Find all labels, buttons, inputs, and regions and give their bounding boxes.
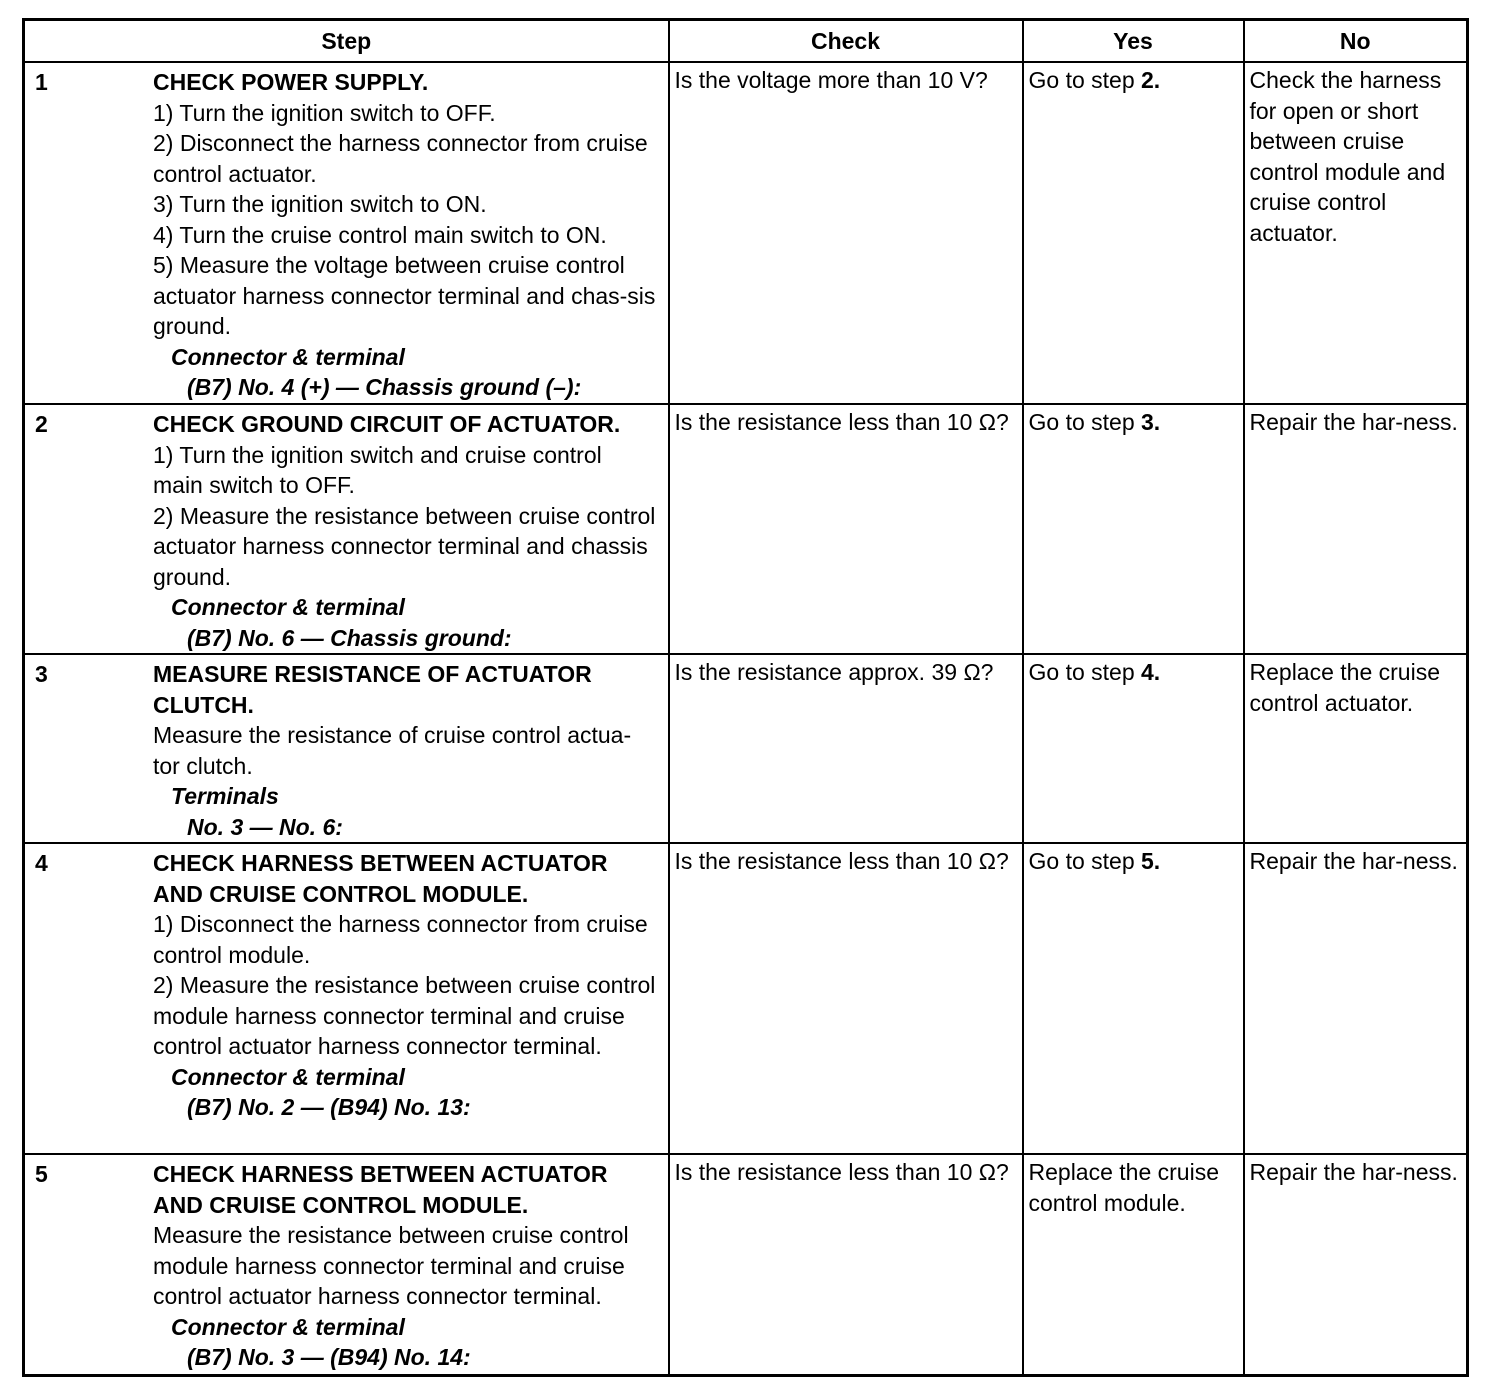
step-instruction: Measure the resistance between cruise control module harness connector terminal and cruise control actuator harness connector terminal. [153, 1222, 629, 1309]
step-number: 4 [35, 850, 48, 876]
step-instruction: 4) Turn the cruise control main switch to ON. [153, 221, 607, 248]
check-cell: Is the resistance less than 10 Ω? [669, 1154, 1023, 1375]
step-body [153, 1157, 663, 1373]
no-cell: Check the harness for open or short between cruise control module and cruise control actuator. [1244, 62, 1468, 404]
step-body [153, 65, 663, 403]
step-cell [24, 62, 669, 404]
yes-step-ref: 5. [1141, 848, 1161, 874]
step-cell [24, 404, 669, 654]
step-number: 5 [35, 1161, 48, 1187]
yes-cell [1023, 1154, 1244, 1375]
step-instruction: 2) Measure the resistance between cruise control actuator harness connector terminal and chassis ground. [153, 502, 656, 590]
step-instruction: Measure the resistance of cruise control actua-tor clutch. [153, 722, 632, 779]
check-cell: Is the resistance less than 10 Ω? [669, 843, 1023, 1154]
connector-detail: (B7) No. 6 — Chassis ground: [187, 624, 512, 651]
no-cell: Repair the har-ness. [1244, 1154, 1468, 1375]
connector-detail: No. 3 — No. 6: [187, 813, 343, 840]
check-cell: Is the resistance less than 10 Ω? [669, 404, 1023, 654]
table-row [24, 62, 1468, 404]
step-instruction: 1) Turn the ignition switch to OFF. [153, 99, 496, 126]
header-check: Check [669, 20, 1023, 63]
step-title: CHECK POWER SUPPLY. [153, 69, 429, 95]
table-row [24, 404, 1468, 654]
step-body [153, 846, 663, 1123]
table-row [24, 1154, 1468, 1375]
header-yes: Yes [1023, 20, 1244, 63]
step-number: 2 [35, 411, 48, 437]
yes-cell [1023, 654, 1244, 843]
step-instruction: 3) Turn the ignition switch to ON. [153, 191, 487, 217]
connector-label: Connector & terminal [171, 343, 405, 370]
step-title: CHECK HARNESS BETWEEN ACTUATOR AND CRUISE CONTROL MODULE. [153, 850, 608, 907]
step-number: 3 [35, 661, 48, 687]
step-body [153, 657, 663, 842]
connector-detail: (B7) No. 4 (+) — Chassis ground (–): [187, 374, 582, 400]
connector-label: Connector & terminal [171, 1313, 405, 1340]
yes-text: Go to step [1028, 67, 1142, 93]
step-title: CHECK HARNESS BETWEEN ACTUATOR AND CRUISE CONTROL MODULE. [153, 1161, 608, 1218]
no-cell: Replace the cruise control actuator. [1244, 654, 1468, 843]
yes-cell [1023, 843, 1244, 1154]
yes-step-ref: 3. [1141, 409, 1161, 435]
yes-text: Go to step [1028, 659, 1142, 685]
yes-text: Go to step [1028, 409, 1142, 435]
connector-detail: (B7) No. 2 — (B94) No. 13: [187, 1094, 471, 1120]
yes-step-ref: 4. [1141, 659, 1161, 685]
connector-label: Connector & terminal [171, 594, 405, 620]
header-step: Step [24, 20, 669, 63]
yes-text: Replace the cruise control module. [1028, 1159, 1219, 1216]
step-body [153, 407, 663, 653]
step-instruction: 5) Measure the voltage between cruise control actuator harness connector terminal and chas-sis ground. [153, 252, 656, 339]
no-cell: Repair the har-ness. [1244, 843, 1468, 1154]
step-title: MEASURE RESISTANCE OF ACTUATOR CLUTCH. [153, 661, 592, 718]
step-instruction: 2) Disconnect the harness connector from cruise control actuator. [153, 130, 648, 187]
table-row [24, 654, 1468, 843]
step-cell [24, 843, 669, 1154]
step-instruction: 2) Measure the resistance between cruise control module harness connector terminal and cruise control actuator harness connector terminal. [153, 972, 656, 1059]
connector-label: Terminals [171, 783, 279, 809]
table-row [24, 843, 1468, 1154]
header-row [24, 20, 1468, 63]
yes-text: Go to step [1028, 848, 1142, 874]
step-instruction: 1) Turn the ignition switch and cruise control main switch to OFF. [153, 441, 602, 498]
connector-detail: (B7) No. 3 — (B94) No. 14: [187, 1344, 471, 1370]
step-cell [24, 1154, 669, 1375]
yes-cell [1023, 62, 1244, 404]
no-cell: Repair the har-ness. [1244, 404, 1468, 654]
diagnostic-table [22, 18, 1469, 1377]
step-number: 1 [35, 69, 48, 95]
yes-step-ref: 2. [1141, 67, 1161, 93]
header-no: No [1244, 20, 1468, 63]
step-instruction: 1) Disconnect the harness connector from cruise control module. [153, 911, 648, 968]
yes-cell [1023, 404, 1244, 654]
step-cell [24, 654, 669, 843]
connector-label: Connector & terminal [171, 1063, 405, 1090]
step-title: CHECK GROUND CIRCUIT OF ACTUATOR. [153, 411, 621, 437]
check-cell: Is the voltage more than 10 V? [669, 62, 1023, 404]
check-cell: Is the resistance approx. 39 Ω? [669, 654, 1023, 843]
